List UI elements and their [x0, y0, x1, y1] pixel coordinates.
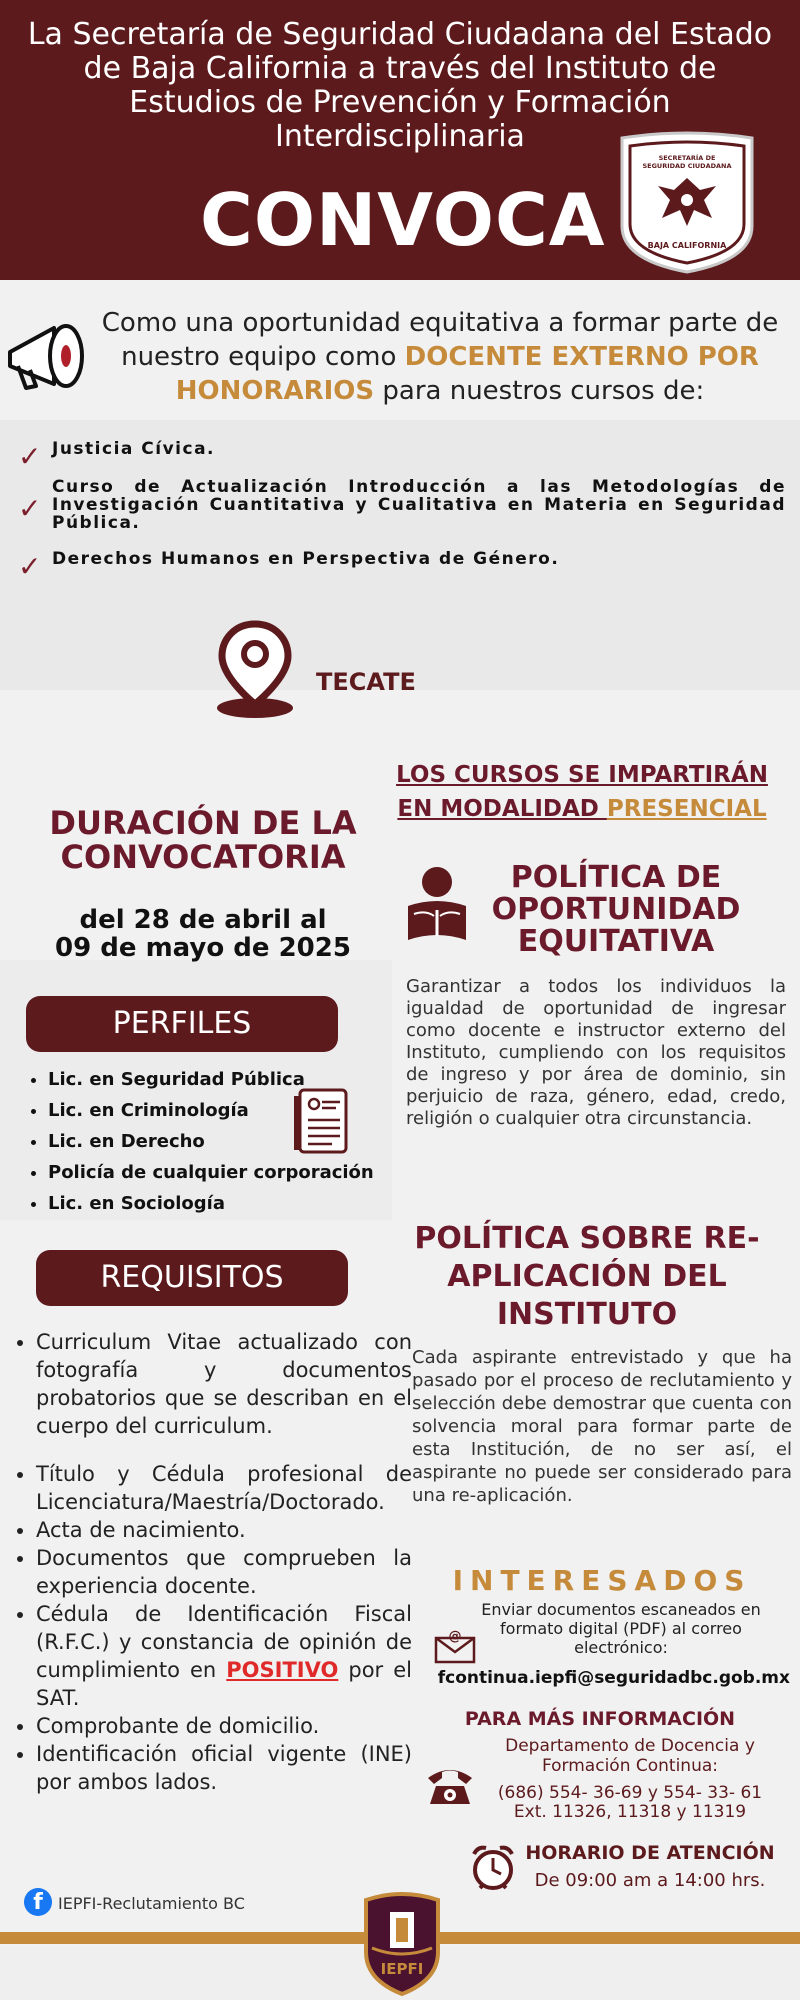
svg-text:IEPFI: IEPFI	[380, 1960, 424, 1978]
checkmark-icon: ✓	[18, 440, 42, 473]
requirements-list	[12, 1328, 412, 1796]
info-department: Departamento de Docencia y Formación Continua:	[505, 1736, 755, 1776]
course-text: Justicia Cívica.	[52, 439, 216, 459]
requirements-heading: REQUISITOS	[36, 1250, 348, 1306]
modality-note	[392, 758, 772, 826]
svg-text:SECRETARÍA DE: SECRETARÍA DE	[658, 154, 716, 162]
facebook-icon[interactable]: f	[24, 1888, 52, 1916]
course-text: Derechos Humanos en Perspectiva de Género.	[52, 549, 560, 569]
hours-value: De 09:00 am a 14:00 hrs.	[534, 1870, 766, 1891]
profiles-heading: PERFILES	[26, 996, 338, 1052]
list-item: • Comprobante de domicilio.	[36, 1712, 412, 1740]
rfc-text: por el SAT.	[36, 1658, 413, 1710]
facebook-link[interactable]: IEPFI-Reclutamiento BC	[58, 1894, 245, 1913]
phone-extensions: Ext. 11326, 11318 y 11319	[513, 1802, 747, 1822]
email-icon	[434, 1628, 476, 1664]
duration-line: 09 de mayo de 2025	[55, 933, 351, 963]
info-title: PARA MÁS INFORMACIÓN	[464, 1708, 736, 1730]
list-item: • Policía de cualquier corporación	[48, 1157, 408, 1188]
interested-title: INTERESADOS	[452, 1564, 752, 1597]
convoca-title: CONVOCA	[200, 178, 606, 262]
svg-text:SEGURIDAD CIUDADANA: SEGURIDAD CIUDADANA	[642, 162, 732, 170]
equal-opportunity-title: POLÍTICA DE OPORTUNIDAD EQUITATIVA	[491, 860, 741, 959]
course-text: Curso de Actualización Introducción a las Metodologías de Investigación Cuantitativa y Cualitativa en Materia en Seguridad Pública.	[52, 477, 786, 533]
duration-line: del 28 de abril al	[79, 905, 327, 935]
info-phone	[470, 1784, 790, 1822]
list-item: • Identificación oficial vigente (INE) por ambos lados.	[36, 1740, 412, 1796]
intro-part: para nuestros cursos de:	[374, 376, 705, 406]
profiles-list	[24, 1064, 408, 1219]
location-label: TECATE	[316, 668, 416, 696]
list-item	[36, 1600, 412, 1712]
intro-text	[100, 306, 780, 408]
megaphone-icon	[2, 318, 92, 398]
contact-email-link[interactable]: fcontinua.iepfi@seguridadbc.gob.mx	[437, 1668, 790, 1688]
rfc-text: Cédula de Identificación Fiscal (R.F.C.) y constancia de opinión de cumplimiento en	[36, 1602, 412, 1682]
reapplication-title: POLÍTICA SOBRE RE-APLICACIÓN DEL INSTITUTO	[414, 1221, 760, 1332]
checkmark-icon: ✓	[18, 492, 42, 525]
interested-text: Enviar documentos escaneados en formato digital (PDF) al correo electrónico:	[481, 1600, 761, 1657]
list-item	[18, 477, 786, 534]
list-item	[18, 439, 768, 473]
header-line: de Baja California a través del Instituto de	[83, 51, 717, 86]
list-item: • Título y Cédula profesional de Licenciatura/Maestría/Doctorado.	[36, 1460, 412, 1516]
location-pin-icon	[214, 620, 296, 718]
header-line: Interdisciplinaria	[275, 119, 525, 154]
list-item	[18, 549, 768, 583]
modality-line: EN MODALIDAD	[397, 796, 607, 822]
header-line: Estudios de Prevención y Formación	[129, 85, 671, 120]
list-item: • Curriculum Vitae actualizado con fotografía y documentos probatorios que se describan en el cuerpo del curriculum.	[36, 1328, 412, 1440]
list-item: • Lic. en Criminología	[48, 1095, 408, 1126]
document-icon	[292, 1086, 350, 1156]
duration-dates	[28, 906, 378, 962]
list-item: • Lic. en Derecho	[48, 1126, 408, 1157]
checkmark-icon: ✓	[18, 550, 42, 583]
list-item: • Lic. en Seguridad Pública	[48, 1064, 408, 1095]
duration-title: DURACIÓN DE LA CONVOCATORIA	[49, 804, 357, 876]
modality-line: LOS CURSOS SE IMPARTIRÁN	[396, 762, 768, 788]
reapplication-text: Cada aspirante entrevistado y que ha pasado por el proceso de reclutamiento y selección debe demostrar que cuenta con solvencia moral para formar parte de esta Institución, de no ser así, el aspirante no puede ser considerado para una re-aplicación.	[412, 1347, 792, 1506]
svg-text:BAJA CALIFORNIA: BAJA CALIFORNIA	[647, 241, 727, 250]
modality-highlight: PRESENCIAL	[606, 796, 767, 822]
list-item: • Lic. en Sociología	[48, 1188, 408, 1219]
svg-text:@: @	[448, 1629, 462, 1644]
hours-title: HORARIO DE ATENCIÓN	[525, 1842, 775, 1864]
phone-numbers: (686) 554- 36-69 y 554- 33- 61	[497, 1783, 763, 1803]
list-item: • Acta de nacimiento.	[36, 1516, 412, 1544]
alarm-clock-icon	[470, 1844, 516, 1892]
intro-highlight: DOCENTE EXTERNO POR HONORARIOS	[175, 342, 759, 406]
list-item: • Documentos que comprueben la experiencia docente.	[36, 1544, 412, 1600]
header-line: La Secretaría de Seguridad Ciudadana del Estado	[27, 17, 773, 52]
iepfi-logo	[356, 1890, 448, 1996]
ssc-seal-logo	[614, 130, 760, 276]
positive-emphasis: POSITIVO	[226, 1658, 339, 1682]
equal-opportunity-text: Garantizar a todos los individuos la igualdad de oportunidad de ingresar como docente e instructor externo del Instituto, cumpliendo con los requisitos de ingreso y por área de dominio, sin perjuicio de raza, género, edad, credo, religión o cualquier otra circunstancia.	[406, 976, 786, 1129]
intro-part: Como una oportunidad equitativa a formar parte de nuestro equipo como	[101, 308, 779, 372]
